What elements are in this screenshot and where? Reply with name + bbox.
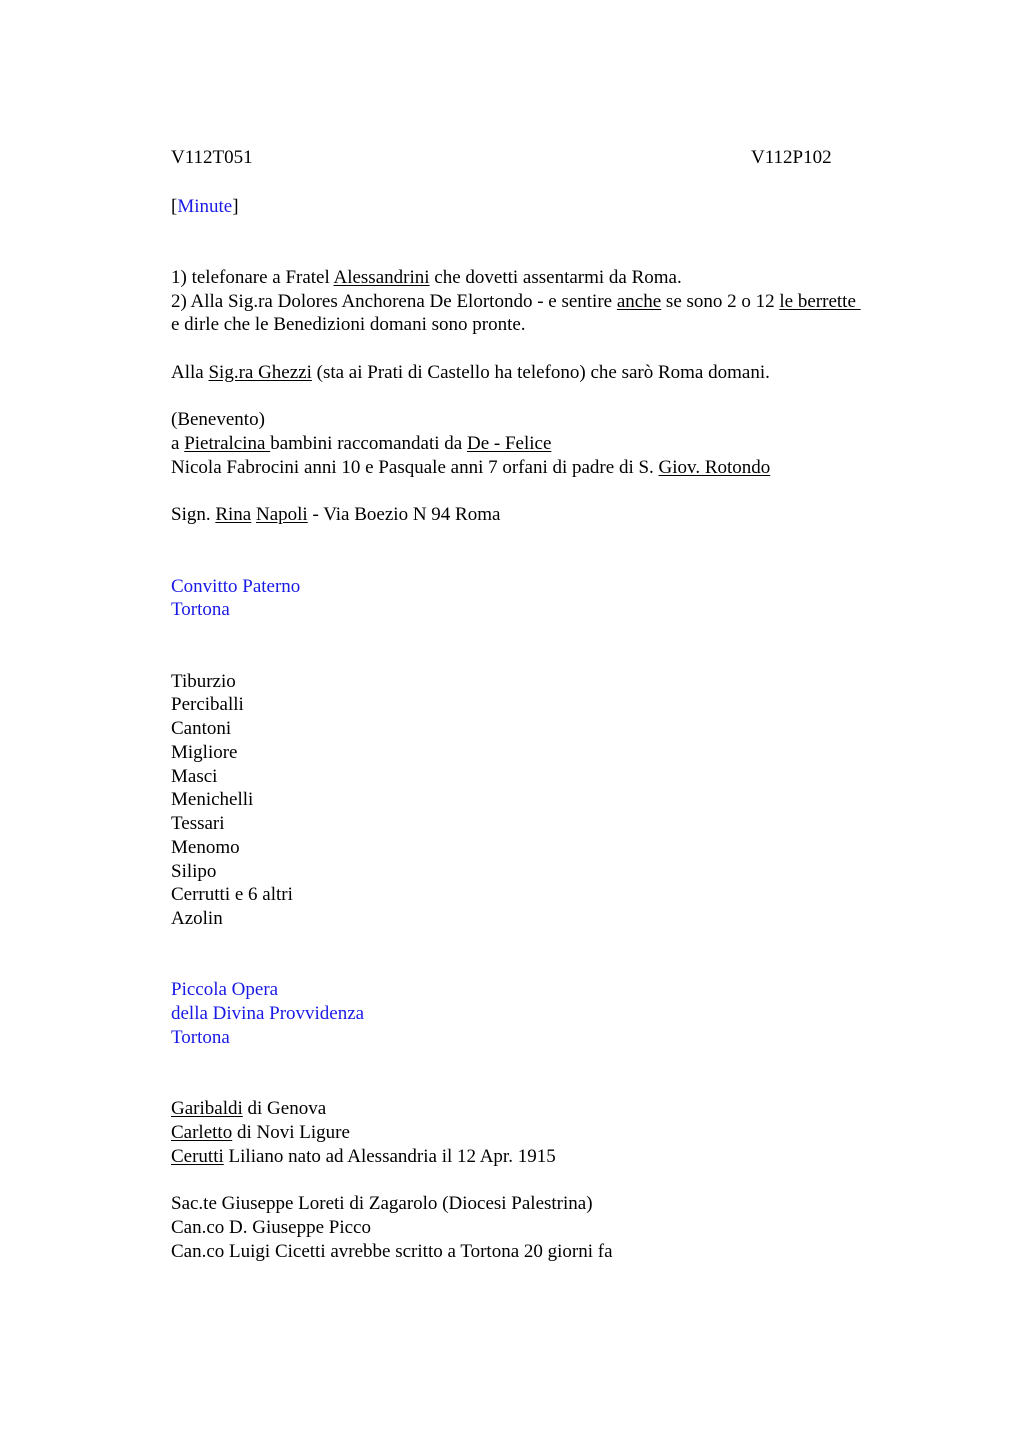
underlined-place: Giov. Rotondo xyxy=(658,457,771,478)
clergy-line-3: Can.co Luigi Cicetti avrebbe scritto a Tortona 20 giorni fa xyxy=(171,1241,613,1262)
minute-link[interactable]: Minute xyxy=(177,196,233,217)
minute-bracket-open: [ xyxy=(171,196,178,217)
name-item: Perciballi xyxy=(171,694,244,715)
person-line-2 xyxy=(171,1121,350,1145)
note-text: bambini raccomandati da xyxy=(270,433,467,454)
underlined-name: Garibaldi xyxy=(171,1098,243,1119)
underlined-name: De - Felice xyxy=(466,433,552,454)
note-line-2 xyxy=(171,290,861,314)
note-text: (sta ai Prati di Castello ha telefono) che sarò Roma domani. xyxy=(311,362,770,383)
header-row xyxy=(171,146,832,170)
name-item: Tessari xyxy=(171,813,225,834)
name-item: Azolin xyxy=(171,908,223,929)
note-text: a xyxy=(171,433,185,454)
name-item: Cantoni xyxy=(171,718,232,739)
underlined-name: Sig.ra Ghezzi xyxy=(208,362,312,383)
clergy-line-2: Can.co D. Giuseppe Picco xyxy=(171,1217,371,1238)
minute-bracket-close: ] xyxy=(232,196,239,217)
note-text: se sono 2 o 12 xyxy=(661,291,780,312)
name-item: Masci xyxy=(171,766,218,787)
underlined-name: Carletto xyxy=(171,1122,233,1143)
note-text: Sign. xyxy=(171,504,216,525)
note-line-5: (Benevento) xyxy=(171,409,265,430)
convitto-link[interactable]: Convitto Paterno xyxy=(171,576,301,597)
underlined-word: le berrette xyxy=(779,291,861,312)
note-line-7 xyxy=(171,456,770,480)
underlined-name: Alessandrini xyxy=(333,267,430,288)
underlined-name: Rina xyxy=(215,504,252,525)
note-text: di Genova xyxy=(242,1098,327,1119)
minute-label xyxy=(171,195,239,219)
convitto-tortona-link[interactable]: Tortona xyxy=(171,599,230,620)
name-item: Silipo xyxy=(171,861,217,882)
name-item: Cerrutti e 6 altri xyxy=(171,884,293,905)
note-text: Nicola Fabrocini anni 10 e Pasquale anni 7 orfani di padre di S. xyxy=(171,457,659,478)
name-item: Tiburzio xyxy=(171,671,236,692)
opera-tortona-link[interactable]: Tortona xyxy=(171,1027,230,1048)
note-line-1 xyxy=(171,266,682,290)
note-text: Alla xyxy=(171,362,209,383)
right-code: V112P102 xyxy=(751,147,832,168)
note-text: 2) Alla Sig.ra Dolores Anchorena De Elortondo - e sentire xyxy=(171,291,617,312)
note-line-3: e dirle che le Benedizioni domani sono pronte. xyxy=(171,314,526,335)
note-text: Liliano nato ad Alessandria il 12 Apr. 1915 xyxy=(223,1146,556,1167)
note-text: 1) telefonare a Fratel xyxy=(171,267,334,288)
underlined-name: Cerutti xyxy=(171,1146,224,1167)
note-text: - Via Boezio N 94 Roma xyxy=(307,504,501,525)
provvidenza-link[interactable]: della Divina Provvidenza xyxy=(171,1003,365,1024)
note-line-4 xyxy=(171,361,770,385)
underlined-word: anche xyxy=(616,291,662,312)
name-item: Migliore xyxy=(171,742,238,763)
left-code: V112T051 xyxy=(171,147,253,168)
name-item: Menomo xyxy=(171,837,240,858)
note-line-8 xyxy=(171,503,500,527)
underlined-place: Pietralcina xyxy=(184,433,271,454)
note-text: di Novi Ligure xyxy=(232,1122,350,1143)
person-line-3 xyxy=(171,1145,556,1169)
name-item: Menichelli xyxy=(171,789,254,810)
note-line-6 xyxy=(171,432,551,456)
underlined-name: Napoli xyxy=(256,504,308,525)
person-line-1 xyxy=(171,1097,326,1121)
clergy-line-1: Sac.te Giuseppe Loreti di Zagarolo (Diocesi Palestrina) xyxy=(171,1193,593,1214)
opera-link[interactable]: Piccola Opera xyxy=(171,979,279,1000)
note-text: che dovetti assentarmi da Roma. xyxy=(429,267,682,288)
